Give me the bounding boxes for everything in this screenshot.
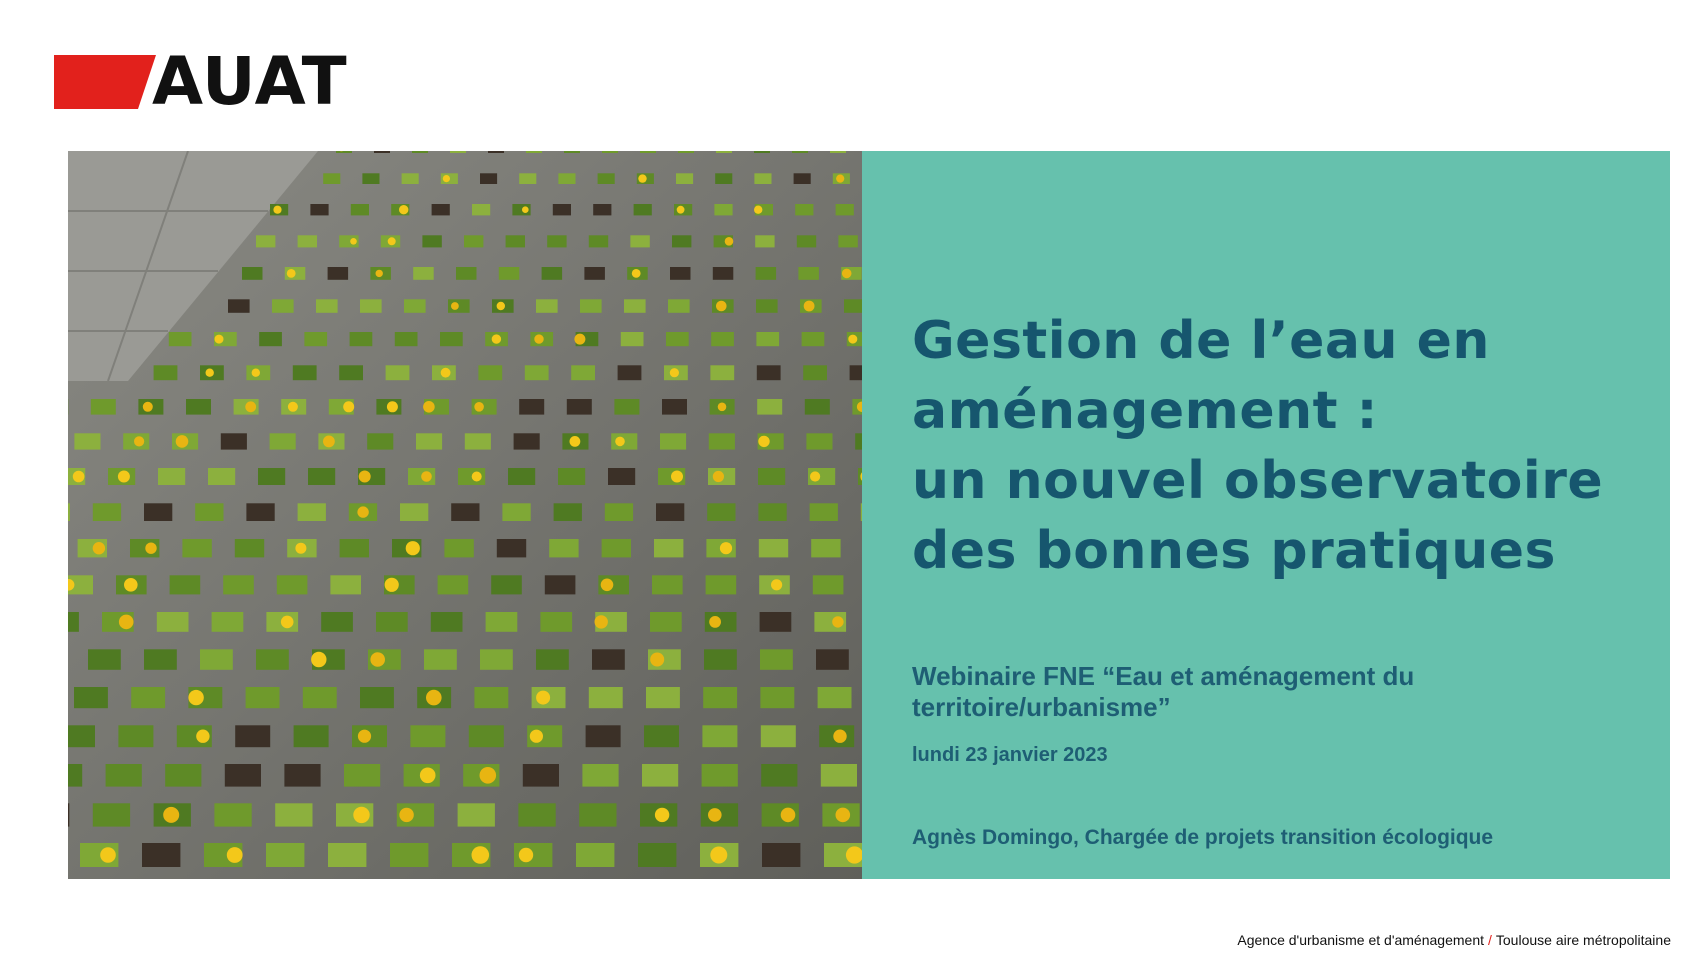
subtitle-line: territoire/urbanisme” bbox=[912, 692, 1171, 722]
title-line: aménagement : bbox=[912, 381, 1378, 441]
title-line: des bonnes pratiques bbox=[912, 521, 1556, 581]
title-line: un nouvel observatoire bbox=[912, 451, 1604, 511]
subtitle-line: Webinaire FNE “Eau et aménagement du bbox=[912, 661, 1415, 691]
paver-photo-graphic bbox=[68, 151, 862, 879]
grass-paver-dandelions-photo bbox=[68, 151, 862, 879]
title-line: Gestion de l’eau en bbox=[912, 311, 1490, 371]
presentation-title bbox=[912, 306, 1652, 586]
auat-logo bbox=[54, 43, 348, 120]
footer-region: Toulouse aire métropolitaine bbox=[1495, 932, 1671, 948]
logo-wordmark: AUAT bbox=[152, 43, 348, 120]
footer-separator: / bbox=[1488, 932, 1492, 948]
event-date: lundi 23 janvier 2023 bbox=[912, 744, 1108, 766]
author-line: Agnès Domingo, Chargée de projets transition écologique bbox=[912, 826, 1494, 849]
title-panel bbox=[862, 151, 1670, 879]
webinar-subtitle bbox=[912, 661, 1652, 723]
red-parallelogram-logo-mark bbox=[54, 55, 156, 109]
footer-agency: Agence d'urbanisme et d'aménagement bbox=[1237, 932, 1484, 948]
footer-agency-line bbox=[1237, 931, 1671, 949]
